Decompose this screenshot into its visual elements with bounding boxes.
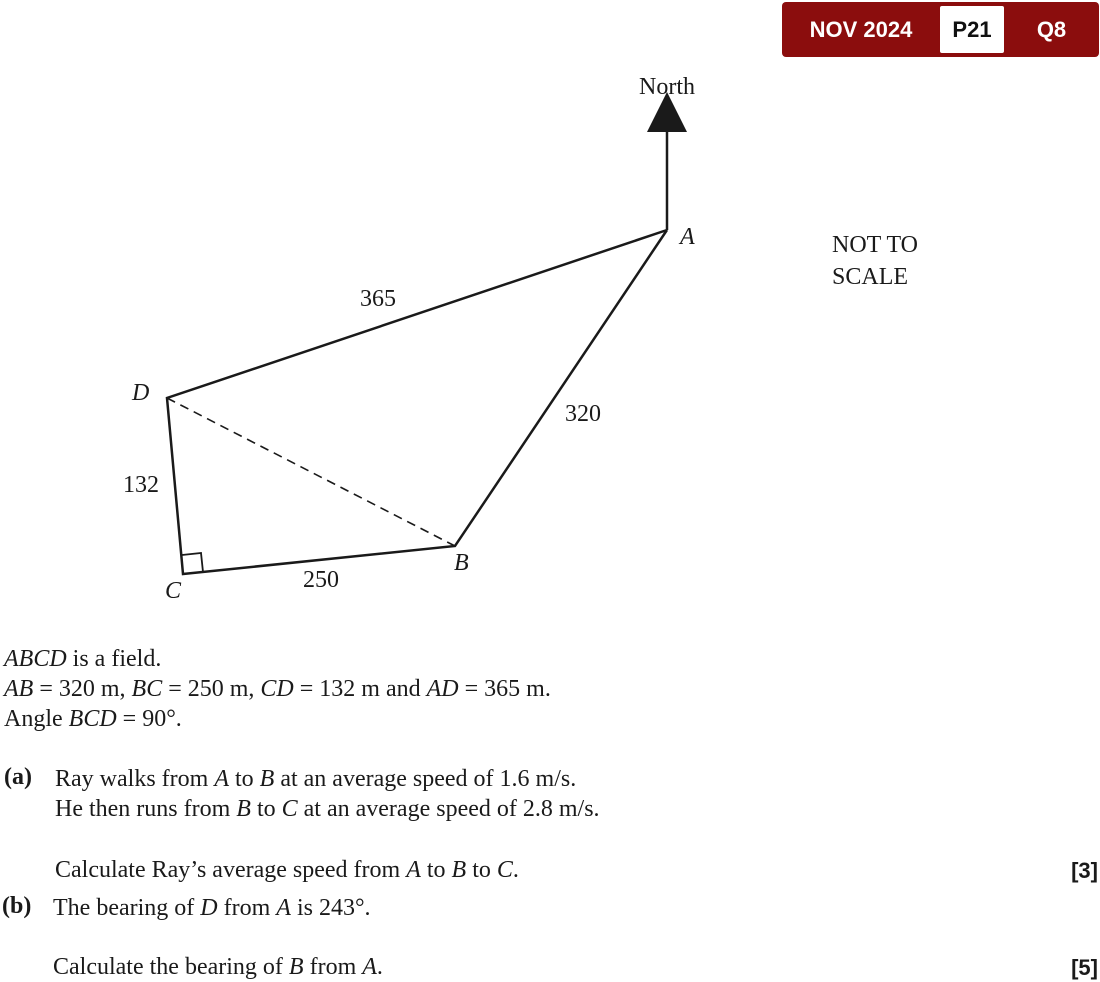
side-ad: AD	[426, 676, 459, 702]
text: Calculate Ray’s average speed from	[55, 857, 407, 883]
point-b: B	[451, 857, 467, 883]
point-a: A	[214, 766, 229, 792]
text: is 243°.	[290, 895, 371, 921]
vertex-b-label: B	[454, 550, 469, 576]
exam-session: NOV 2024	[809, 16, 913, 42]
stem-line-1	[4, 644, 161, 674]
text: The bearing of	[53, 895, 201, 921]
text: .	[512, 857, 519, 883]
stem-text: is a field.	[66, 646, 162, 672]
text: from	[217, 895, 277, 921]
north-label: North	[639, 74, 695, 100]
angle-prefix: Angle	[4, 706, 69, 732]
stem-line-3	[4, 704, 182, 734]
point-b: B	[259, 766, 275, 792]
text: to	[466, 857, 497, 883]
part-a-label: (a)	[4, 764, 32, 790]
part-b-marks: [5]	[1071, 955, 1098, 980]
part-a-line-2	[55, 794, 600, 824]
vertex-c-label: C	[165, 578, 182, 604]
part-a-task	[55, 855, 519, 885]
length-bc-label: 250	[303, 567, 339, 593]
text: at an average speed of 1.6 m/s.	[274, 766, 577, 792]
question-number: Q8	[1036, 16, 1067, 42]
point-a: A	[362, 954, 377, 980]
angle-name: BCD	[68, 706, 117, 732]
part-a-marks: [3]	[1071, 858, 1098, 883]
text: to	[250, 796, 282, 822]
side-cd-value: = 132 m and	[293, 676, 427, 702]
field-name: ABCD	[4, 646, 67, 672]
point-a: A	[276, 895, 291, 921]
point-a: A	[406, 857, 421, 883]
text: to	[420, 857, 452, 883]
stem-line-2	[4, 674, 551, 704]
text: Ray walks from	[55, 766, 215, 792]
not-to-scale-note	[832, 229, 918, 293]
side-ad-value: = 365 m.	[458, 676, 551, 702]
point-b: B	[288, 954, 304, 980]
diagonal-db	[167, 398, 455, 546]
part-b-line-1	[53, 893, 371, 923]
text: at an average speed of 2.8 m/s.	[297, 796, 600, 822]
length-cd-label: 132	[123, 472, 159, 498]
part-b-task	[53, 952, 383, 982]
part-b-label: (b)	[2, 893, 32, 919]
text: .	[376, 954, 383, 980]
right-angle-marker	[182, 553, 203, 572]
side-ab-value: = 320 m,	[33, 676, 132, 702]
vertex-a-label: A	[680, 224, 695, 250]
point-b: B	[236, 796, 251, 822]
text: Calculate the bearing of	[53, 954, 289, 980]
text: from	[303, 954, 363, 980]
length-ad-label: 365	[360, 286, 396, 312]
scale-note-line-2: SCALE	[832, 264, 909, 290]
side-bc-value: = 250 m,	[162, 676, 261, 702]
scale-note-line-1: NOT TO	[832, 232, 919, 258]
angle-value: = 90°.	[116, 706, 182, 732]
vertex-d-label: D	[132, 380, 150, 406]
side-cd: CD	[260, 676, 294, 702]
side-ab: AB	[4, 676, 34, 702]
side-bc: BC	[131, 676, 163, 702]
length-ab-label: 320	[565, 401, 601, 427]
text: to	[228, 766, 260, 792]
text: He then runs from	[55, 796, 237, 822]
paper-number: P21	[940, 6, 1004, 53]
part-a-line-1	[55, 764, 576, 794]
point-c: C	[496, 857, 513, 883]
point-c: C	[281, 796, 298, 822]
point-d: D	[200, 895, 218, 921]
